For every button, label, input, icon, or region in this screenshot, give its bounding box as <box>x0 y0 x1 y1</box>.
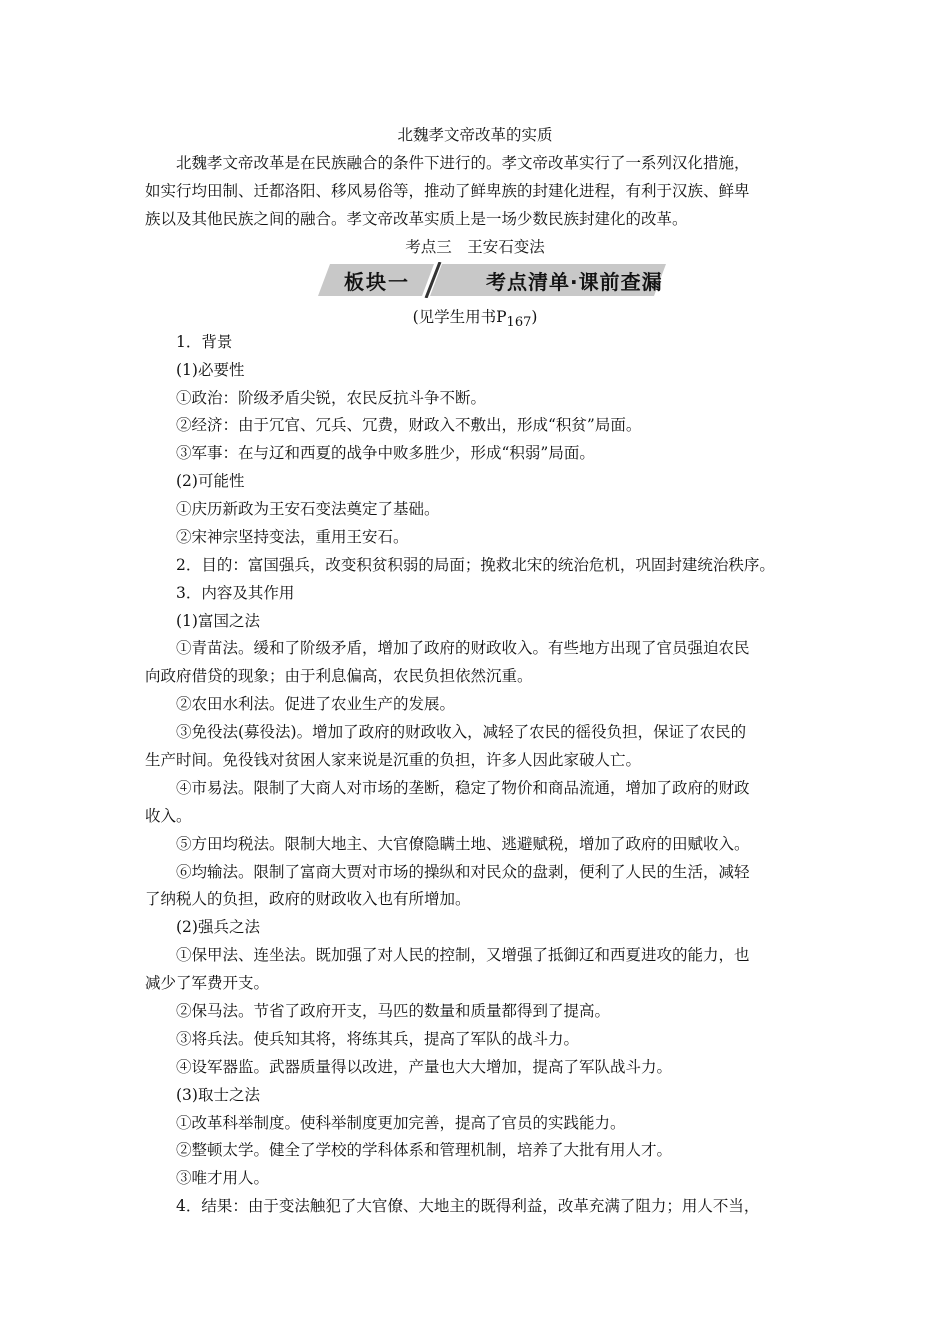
content-line: ①保甲法、连坐法。既加强了对人民的控制，又增强了抵御辽和西夏进攻的能力，也 <box>176 946 750 964</box>
source-page: 167 <box>506 315 532 331</box>
content-line: ④市易法。限制了大商人对市场的垄断，稳定了物价和商品流通，增加了政府的财政 <box>176 779 750 797</box>
content-line: 1．背景 <box>176 333 233 351</box>
content-line: (2)可能性 <box>176 472 245 490</box>
content-line: 了纳税人的负担，政府的财政收入也有所增加。 <box>145 890 471 908</box>
section-banner <box>318 262 666 298</box>
content-line: ①青苗法。缓和了阶级矛盾，增加了政府的财政收入。有些地方出现了官员强迫农民 <box>176 639 750 657</box>
content-line: ②整顿太学。健全了学校的学科体系和管理机制，培养了大批有用人才。 <box>176 1141 673 1159</box>
content-line: 2．目的：富国强兵，改变积贫积弱的局面；挽救北宋的统治危机，巩固封建统治秩序。 <box>176 556 775 574</box>
source-ref-text: (见学生用书P <box>412 308 507 326</box>
content-line: 生产时间。免役钱对贫困人家来说是沉重的负担，许多人因此家破人亡。 <box>145 751 642 769</box>
content-line: (3)取士之法 <box>176 1086 260 1104</box>
content-line: ④设军器监。武器质量得以改进，产量也大大增加，提高了军队战斗力。 <box>176 1058 673 1076</box>
content-line: (1)富国之法 <box>176 612 260 630</box>
content-line: 向政府借贷的现象；由于利息偏高，农民负担依然沉重。 <box>145 667 533 685</box>
content-line: (1)必要性 <box>176 361 245 379</box>
banner-label-left: 板块一 <box>344 270 410 294</box>
intro-line: 如实行均田制、迁都洛阳、移风易俗等，推动了鲜卑族的封建化进程，有利于汉族、鲜卑 <box>145 182 750 200</box>
content-line: 3．内容及其作用 <box>176 584 295 602</box>
content-line: 减少了军费开支。 <box>145 974 270 992</box>
source-ref-close: ) <box>531 308 538 326</box>
content-line: ③将兵法。使兵知其将，将练其兵，提高了军队的战斗力。 <box>176 1030 580 1048</box>
content-line: 收入。 <box>145 807 192 825</box>
banner-label-right: 考点清单·课前查漏 <box>486 270 663 294</box>
intro-line: 族以及其他民族之间的融合。孝文帝改革实质上是一场少数民族封建化的改革。 <box>145 210 688 228</box>
content-line: ③军事：在与辽和西夏的战争中败多胜少，形成“积弱”局面。 <box>176 444 595 462</box>
content-line: ③唯才用人。 <box>176 1169 270 1187</box>
content-line: ⑥均输法。限制了富商大贾对市场的操纵和对民众的盘剥，便利了人民的生活，减轻 <box>176 863 750 881</box>
content-line: ①政治：阶级矛盾尖锐，农民反抗斗争不断。 <box>176 389 487 407</box>
content-line: ②农田水利法。促进了农业生产的发展。 <box>176 695 456 713</box>
content-line: 4．结果：由于变法触犯了大官僚、大地主的既得利益，改革充满了阻力；用人不当， <box>176 1197 760 1215</box>
doc-title: 北魏孝文帝改革的实质 <box>397 126 553 144</box>
content-line: ②保马法。节省了政府开支，马匹的数量和质量都得到了提高。 <box>176 1002 611 1020</box>
section-title: 考点三 王安石变法 <box>405 238 545 256</box>
content-line: ③免役法(募役法)。增加了政府的财政收入，减轻了农民的徭役负担，保证了农民的 <box>176 723 747 741</box>
intro-line: 北魏孝文帝改革是在民族融合的条件下进行的。孝文帝改革实行了一系列汉化措施， <box>176 154 750 172</box>
content-line: (2)强兵之法 <box>176 918 260 936</box>
content-line: ②宋神宗坚持变法，重用王安石。 <box>176 528 409 546</box>
content-line: ②经济：由于冗官、冗兵、冗费，财政入不敷出，形成“积贫”局面。 <box>176 416 642 434</box>
content-line: ①庆历新政为王安石变法奠定了基础。 <box>176 500 440 518</box>
source-reference <box>0 306 950 334</box>
content-line: ⑤方田均税法。限制大地主、大官僚隐瞒土地、逃避赋税，增加了政府的田赋收入。 <box>176 835 750 853</box>
content-line: ①改革科举制度。使科举制度更加完善，提高了官员的实践能力。 <box>176 1114 626 1132</box>
